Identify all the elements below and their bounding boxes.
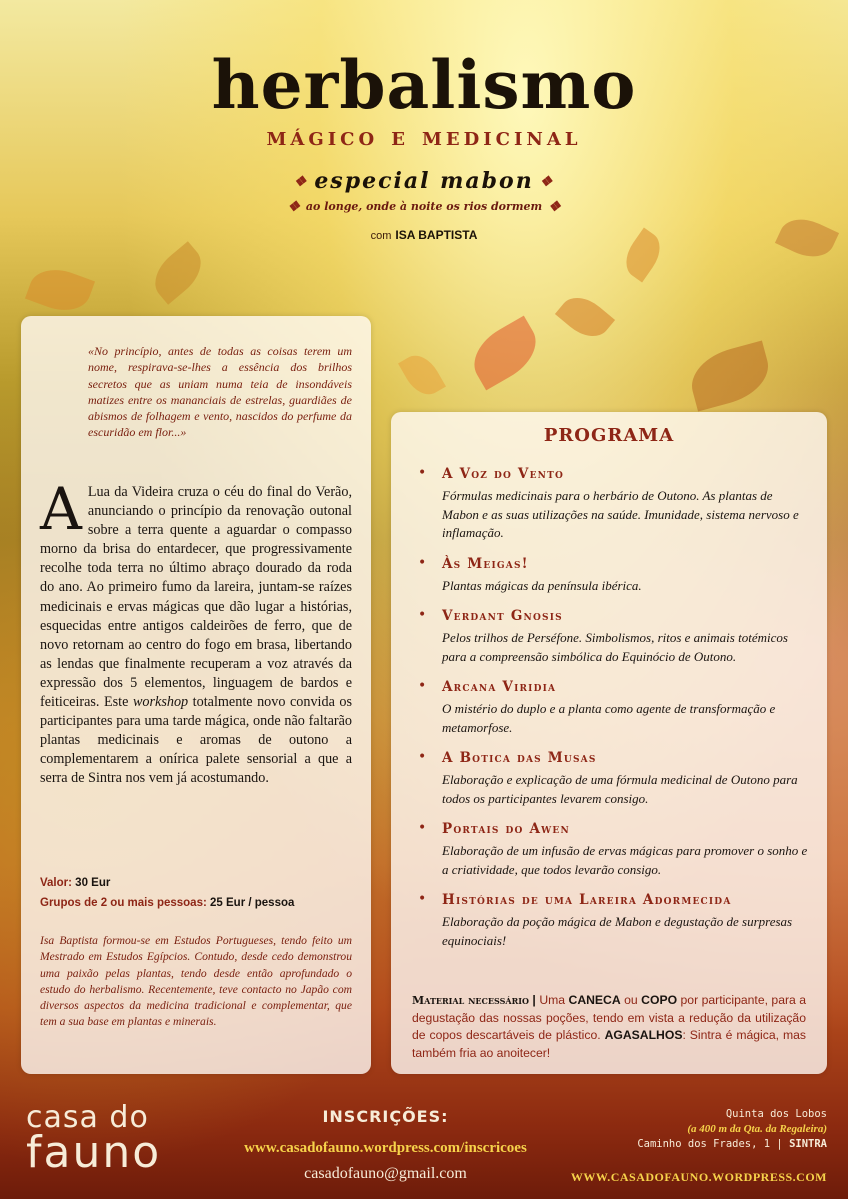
host-bio: Isa Baptista formou-se em Estudos Portugueses, tendo feito um Mestrado em Estudos Egípcios. Contudo, desde cedo demonstrou uma paixão pelas plantas, tendo desde então aprofundado o estudo do herbalismo. Recentemente, teve contacto no Japão com diversos aspectos da medicina tradicional e complementar, que tem a sua base em plantas e minerais. xyxy=(40,934,352,1029)
address-block xyxy=(637,1107,827,1151)
opening-quote: «No princípio, antes de todas as coisas terem um nome, respirava-se-lhes a essência dos brilhos secretos que as uniam numa teia de insondáveis matizes entre os mananciais de estrelas, guardiães de abismos de folhagem e vento, nascidos do perfume da escuridão em flor...» xyxy=(88,344,352,440)
price-label: Valor: xyxy=(40,877,72,889)
bullet-icon: • xyxy=(418,749,427,765)
host-line xyxy=(0,228,848,242)
materials-text: : Sintra é mágica, mas também fria ao anoitecer! xyxy=(412,1028,806,1060)
leaf-decoration xyxy=(555,288,615,346)
email-link[interactable]: casadofauno@gmail.com xyxy=(304,1165,467,1182)
host-prefix: com xyxy=(370,230,392,242)
bullet-icon: • xyxy=(418,465,427,481)
leaf-decoration xyxy=(25,261,95,319)
program-item-desc: Fórmulas medicinais para o herbário de Outono. As plantas de Mabon e as suas utilizações na saúde. Imunidade, sistema nervoso e inflamação. xyxy=(442,488,799,540)
materials-label: Material necessário xyxy=(412,994,529,1007)
materials-text: Uma xyxy=(539,993,566,1007)
host-name: ISA BAPTISTA xyxy=(395,228,478,242)
address-line3: Caminho dos Frades, 1 xyxy=(637,1137,771,1150)
program-item-title: Às Meigas! xyxy=(442,555,529,572)
program-item xyxy=(418,605,810,666)
materials-agasalhos: AGASALHOS xyxy=(604,1028,683,1043)
special-label: especial mabon xyxy=(314,168,534,194)
program-item xyxy=(418,553,810,596)
ornament-icon: ❖ xyxy=(539,174,555,190)
group-price-line xyxy=(40,897,294,909)
program-item-title: A Botica das Musas xyxy=(442,750,597,766)
website-link[interactable]: WWW.CASADOFAUNO.WORDPRESS.COM xyxy=(570,1170,827,1184)
bullet-icon: • xyxy=(418,820,427,836)
special-edition xyxy=(0,168,848,194)
program-item-desc: Plantas mágicas da península ibérica. xyxy=(442,577,642,593)
price-value: 30 Eur xyxy=(75,877,111,889)
address-line1: Quinta dos Lobos xyxy=(725,1108,827,1120)
address-line3-row xyxy=(637,1137,827,1152)
program-item xyxy=(418,747,810,808)
registrations-link[interactable]: www.casadofauno.wordpress.com/inscricoes xyxy=(244,1140,527,1156)
program-title: PROGRAMA xyxy=(543,425,675,446)
logo-line2: fauno xyxy=(26,1127,162,1178)
materials-text: por participante, para a degustação das nossas poções, tendo em vista a redução da utilização de copos descartáveis de plástico. xyxy=(412,993,807,1043)
materials-copo: COPO xyxy=(641,993,678,1007)
ornament-icon: ❖ xyxy=(293,174,309,190)
program-item-title: Arcana Viridia xyxy=(442,679,557,695)
materials-caneca: CANECA xyxy=(568,993,621,1007)
program-item xyxy=(418,818,810,879)
description-part2: totalmente novo convida os participantes para uma tarde mágica, onde não faltarão plantas medicinais e aromas de outono a complementarem a onírica palete sensorial a que a serra de Sintra nos vem já acostumando. xyxy=(40,694,353,787)
materials-text: ou xyxy=(624,993,638,1007)
program-item-desc: Elaboração de um infusão de ervas mágicas para promover o sonho e a criatividade, que todos levarão consigo. xyxy=(442,843,808,877)
program-item-desc: Pelos trilhos de Perséfone. Simbolismos, ritos e animais totémicos para a compreensão simbólica do Equinócio de Outono. xyxy=(442,630,788,664)
leaf-decoration xyxy=(463,316,547,391)
materials-note xyxy=(412,992,806,1062)
program-item-title: Portais do Awen xyxy=(442,821,570,837)
group-price-label: Grupos de 2 ou mais pessoas: xyxy=(40,897,207,909)
tagline-text: ao longe, onde à noite os rios dormem xyxy=(305,200,543,213)
leaf-decoration xyxy=(145,241,211,305)
program-item-desc: Elaboração e explicação de uma fórmula medicinal de Outono para todos os participantes levarem consigo. xyxy=(442,772,798,806)
description-emphasis: workshop xyxy=(132,694,189,711)
program-item xyxy=(418,463,810,543)
ornament-icon: ❖ xyxy=(287,199,300,215)
bullet-icon: • xyxy=(418,607,427,623)
program-item xyxy=(418,676,810,737)
logo-line1: casa do xyxy=(26,1100,149,1135)
program-item-desc: Elaboração da poção mágica de Mabon e degustação de surpresas equinociais! xyxy=(442,914,793,948)
bullet-icon: • xyxy=(418,554,427,571)
group-price-value: 25 Eur / pessoa xyxy=(210,897,295,909)
address-line2: (a 400 m da Qta. da Regaleira) xyxy=(687,1122,827,1135)
address-separator: | xyxy=(776,1137,783,1150)
drop-cap: A xyxy=(40,475,82,543)
ornament-icon: ❖ xyxy=(548,199,561,215)
separator: | xyxy=(532,993,536,1007)
address-city: SINTRA xyxy=(789,1137,827,1150)
leaf-decoration xyxy=(685,341,776,412)
program-item-desc: O mistério do duplo e a planta como agente de transformação e metamorfose. xyxy=(442,701,776,735)
program-item-title: Verdant Gnosis xyxy=(442,608,563,624)
program-item xyxy=(418,889,810,950)
registrations-title: INSCRIÇÕES: xyxy=(322,1107,449,1126)
price-line xyxy=(40,877,110,889)
description-text xyxy=(40,475,353,789)
page-subtitle: mágico e medicinal xyxy=(266,122,582,152)
bullet-icon: • xyxy=(418,891,427,907)
program-list xyxy=(418,463,810,960)
casa-do-fauno-logo xyxy=(26,1100,162,1178)
bullet-icon: • xyxy=(418,678,427,694)
page-title: herbalismo xyxy=(211,46,637,124)
leaf-decoration xyxy=(398,348,446,401)
program-item-title: Histórias de uma Lareira Adormecida xyxy=(442,892,732,908)
tagline xyxy=(0,199,848,215)
program-item-title: A Voz do Vento xyxy=(442,466,565,482)
description-part1: Lua da Videira cruza o céu do final do Verão, anunciando o princípio da renovação outonal sobre a terra quente a aguardar o compasso morno da brisa do entardecer, que progressivamente recolhe toda terra no último abraço dourado da roda do ano. Ao primeiro fumo da lareira, juntam-se raízes medicinais e ervas mágicas que dão lugar a histórias, esquecidas entre antigos caldeirões de ferro, que de novo retornam ao centro do fogo em brasa, libertando as lendas que finalmente recuperam a voz através da expressão dos 5 elementos, linguagem de bardos e feiticeiras. Este xyxy=(40,484,352,711)
